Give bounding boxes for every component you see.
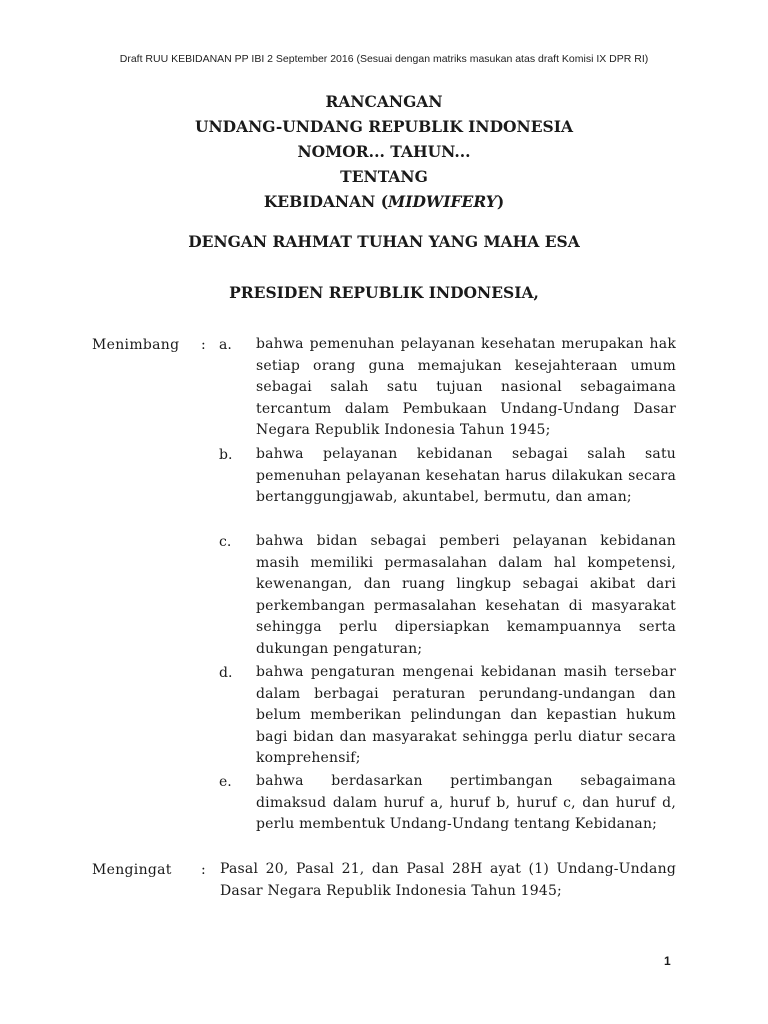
title-rancangan: RANCANGAN: [325, 92, 443, 111]
title-subject-italic: MIDWIFERY: [388, 192, 497, 211]
menimbang-item-b-letter: b.: [219, 447, 233, 463]
title-subject-suffix: ): [496, 192, 505, 211]
menimbang-item-c-letter: c.: [219, 534, 232, 550]
menimbang-item-d-text: bahwa pengaturan mengenai kebidanan masih tersebar dalam berbagai peraturan perundang-undangan dan belum memberikan pelindungan dan kepastian hukum bagi bidan dan masyarakat sehingga perlu diatur secara komprehensif;: [256, 664, 676, 767]
mengingat-colon: :: [201, 862, 206, 878]
menimbang-item-c-text: bahwa bidan sebagai pemberi pelayanan kebidanan masih memiliki permasalahan dalam hal kompetensi, kewenangan, dan ruang lingkup sebagai akibat dari perkembangan permasalahan kesehatan di masyarakat sehingga perlu dipersiapkan kemampuannya serta dukungan pengaturan;: [256, 533, 676, 657]
menimbang-item-d-letter: d.: [219, 665, 233, 681]
menimbang-item-a-text: bahwa pemenuhan pelayanan kesehatan merupakan hak setiap orang guna memajukan kesejahteraan umum sebagai salah satu tujuan nasional sebagaimana tercantum dalam Pembukaan Undang-Undang Dasar Negara Republik Indonesia Tahun 1945;: [256, 336, 676, 439]
title-undang-undang: UNDANG-UNDANG REPUBLIK INDONESIA: [194, 117, 574, 136]
running-header: Draft RUU KEBIDANAN PP IBI 2 September 2016 (Sesuai dengan matriks masukan atas draft Komisi IX DPR RI): [119, 53, 649, 65]
menimbang-item-e-text: bahwa berdasarkan pertimbangan sebagaimana dimaksud dalam huruf a, huruf b, huruf c, dan huruf d, perlu membentuk Undang-Undang tentang Kebidanan;: [256, 773, 676, 833]
president-heading: PRESIDEN REPUBLIK INDONESIA,: [229, 283, 539, 302]
opening-phrase: DENGAN RAHMAT TUHAN YANG MAHA ESA: [188, 232, 580, 251]
page-number: 1: [664, 954, 671, 968]
title-subject: [0, 189, 768, 214]
menimbang-item-e-letter: e.: [219, 774, 232, 790]
title-nomor-tahun: NOMOR... TAHUN...: [297, 142, 471, 161]
mengingat-label: Mengingat: [92, 862, 172, 878]
menimbang-label: Menimbang: [92, 337, 180, 353]
title-tentang: TENTANG: [340, 167, 428, 186]
title-block: [0, 89, 768, 214]
menimbang-item-b-text: bahwa pelayanan kebidanan sebagai salah satu pemenuhan pelayanan kesehatan harus dilakukan secara bertanggungjawab, akuntabel, bermutu, dan aman;: [256, 446, 676, 506]
menimbang-colon: :: [201, 337, 206, 353]
title-subject-prefix: KEBIDANAN (: [263, 192, 389, 211]
mengingat-text: Pasal 20, Pasal 21, dan Pasal 28H ayat (1) Undang-Undang Dasar Negara Republik Indonesia Tahun 1945;: [220, 861, 676, 899]
menimbang-item-a-letter: a.: [219, 337, 232, 353]
